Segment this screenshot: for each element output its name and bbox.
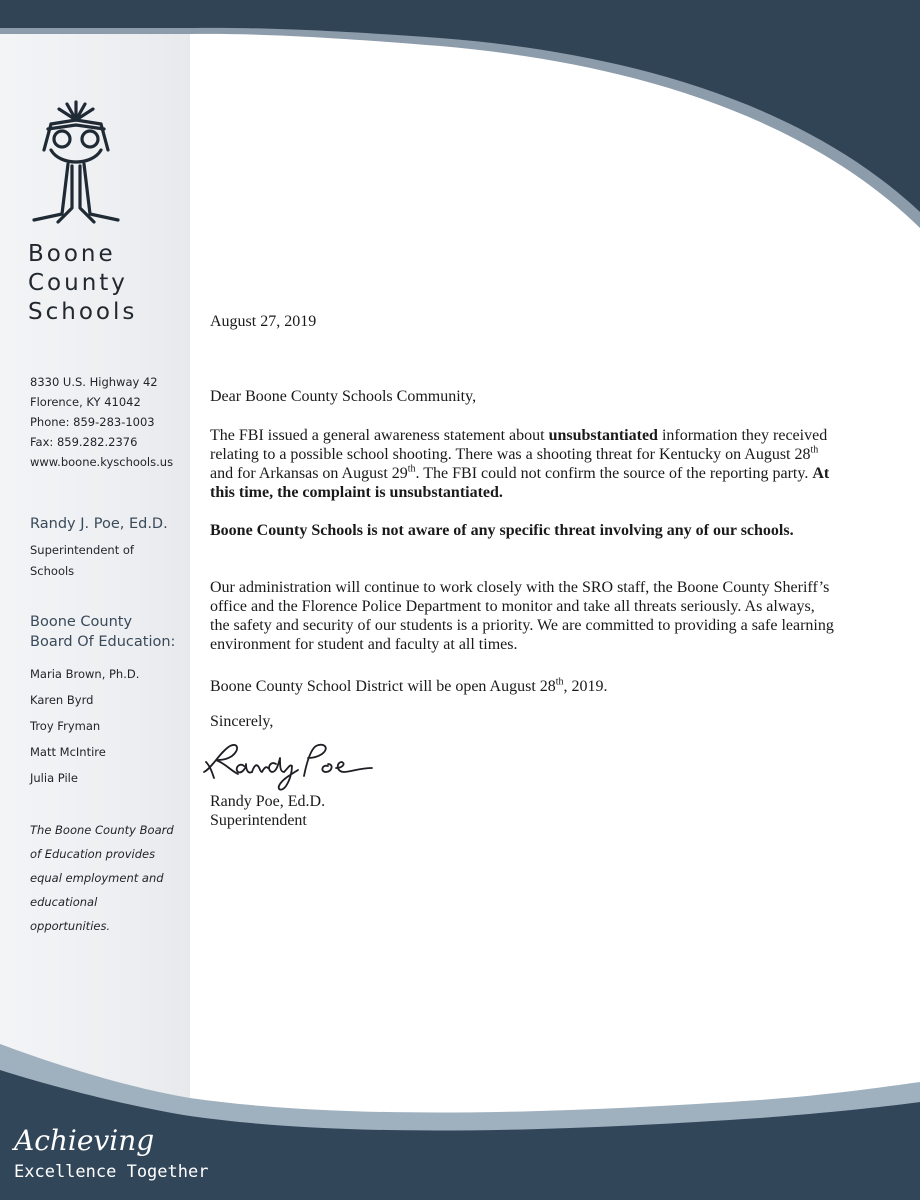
board-heading-line2: Board Of Education:: [30, 634, 176, 650]
p4-text-a: Boone County School District will be open August 28: [210, 678, 556, 695]
p1-bold-complaint: At this time, the complaint is unsubstantiated.: [210, 465, 830, 501]
letter-paragraph-2: Boone County Schools is not aware of any specific threat involving any of our schools.: [210, 522, 794, 539]
p1-bold-unsubstantiated: unsubstantiated: [548, 427, 658, 444]
fax-number: Fax: 859.282.2376: [30, 435, 138, 449]
board-member-list: [30, 661, 139, 791]
slogan-achieving: Achieving: [14, 1124, 155, 1157]
letter-paragraph-4: [210, 677, 835, 696]
p4-text-b: , 2019.: [563, 678, 608, 695]
board-member: Matt McIntire: [30, 745, 106, 759]
address-line2: Florence, KY 41042: [30, 395, 141, 409]
board-member: Maria Brown, Ph.D.: [30, 667, 140, 681]
org-name-line-3: Schools: [28, 299, 138, 325]
letter-greeting: Dear Boone County Schools Community,: [210, 388, 477, 405]
board-heading-line1: Boone County: [30, 614, 133, 630]
eeo-statement: The Boone County Board of Education provides equal employment and educational opportunities.: [30, 823, 174, 933]
p1-sup-2: th: [407, 463, 416, 475]
letter-paragraph-3: Our administration will continue to work closely with the SRO staff, the Boone County Sheriff’s office and the Florence Police Department to monitor and take all threats seriously. As always, the safety and security of our students is a priority. We are committed to providing a safe learning environment for student and faculty at all times.: [210, 579, 834, 653]
p1-text-d: and for Arkansas on August 29: [210, 465, 408, 482]
signer-name: Randy Poe, Ed.D.: [210, 793, 326, 810]
signer-title: Superintendent: [210, 812, 307, 829]
header-wave: [0, 0, 920, 230]
p1-text-e: . The FBI could not confirm the source of the reporting party.: [415, 465, 813, 482]
board-member: Troy Fryman: [30, 719, 101, 733]
handwritten-signature: [200, 738, 378, 794]
org-name: [28, 240, 137, 327]
p1-text-c: information they received relating to a possible school shooting. There was a shooting threat for Kentucky on August 28: [210, 427, 828, 463]
boone-county-logo: [26, 96, 126, 230]
superintendent-name: Randy J. Poe, Ed.D.: [30, 516, 168, 532]
superintendent-title: Superintendent of Schools: [30, 543, 134, 578]
slogan-excellence-together: Excellence Together: [14, 1162, 209, 1182]
board-heading: [30, 612, 175, 652]
p1-text-a: The FBI issued a general awareness statement about: [210, 427, 549, 444]
p1-sup-1: th: [810, 444, 819, 456]
board-member: Karen Byrd: [30, 693, 94, 707]
board-member: Julia Pile: [30, 771, 78, 785]
letter-closing: Sincerely,: [210, 713, 274, 730]
p4-sup: th: [555, 676, 564, 688]
letter-paragraph-1: [210, 426, 835, 502]
address-line1: 8330 U.S. Highway 42: [30, 375, 158, 389]
org-name-line-1: Boone: [28, 241, 116, 267]
phone-number: Phone: 859-283-1003: [30, 415, 155, 429]
letter-date: August 27, 2019: [210, 313, 317, 330]
org-name-line-2: County: [28, 270, 128, 296]
contact-block: [30, 372, 173, 472]
website: www.boone.kyschools.us: [30, 455, 174, 469]
